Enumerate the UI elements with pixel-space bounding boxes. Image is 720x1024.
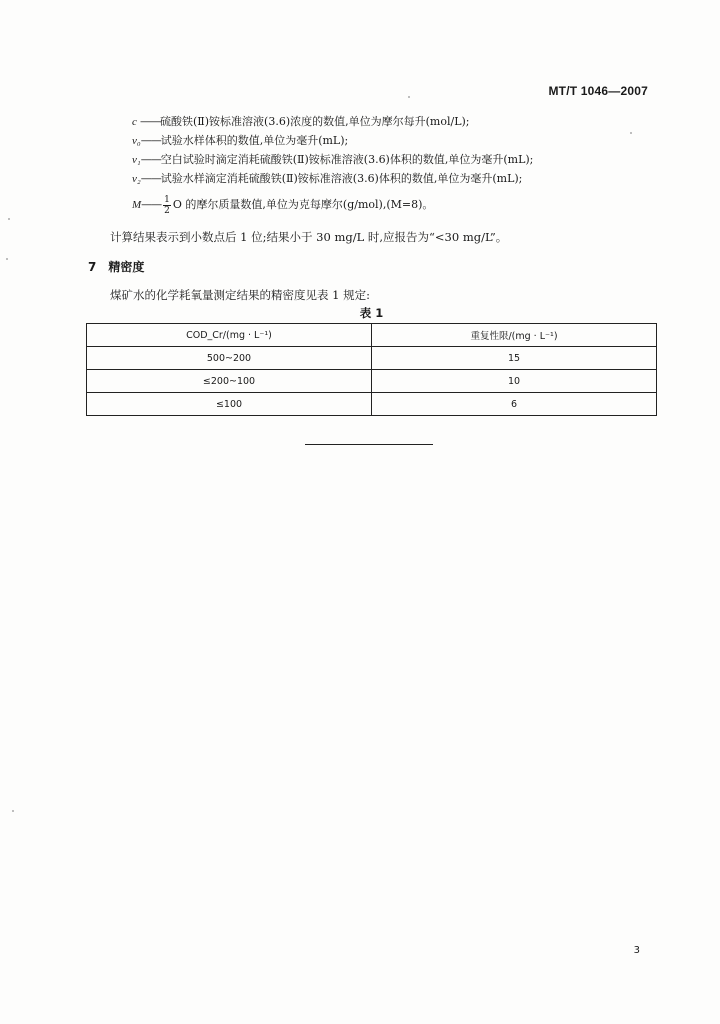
- variable-description: 试验水样体积的数值,单位为毫升(mL);: [160, 134, 349, 147]
- variable-description: 硫酸铁(Ⅱ)铵标准溶液(3.6)浓度的数值,单位为摩尔每升(mol/L);: [160, 115, 470, 128]
- variable-dash: ——: [140, 134, 161, 147]
- variable-dash: ——: [140, 172, 161, 185]
- scan-speck: [630, 132, 632, 134]
- table-caption: 表 1: [359, 306, 384, 320]
- variable-dash: ——: [140, 115, 160, 128]
- column-header-repeatability: 重复性限/(mg · L⁻¹): [372, 324, 657, 347]
- section-intro: 煤矿水的化学耗氧量测定结果的精密度见表 1 规定:: [110, 288, 370, 302]
- table-cell: 500~200: [87, 347, 372, 370]
- variable-definition-v1: [132, 150, 652, 169]
- variable-dash: ——: [141, 198, 162, 211]
- variable-description: O 的摩尔质量数值,单位为克每摩尔(g/mol),(M=8)。: [172, 198, 434, 211]
- variable-definition-v2: [132, 169, 652, 188]
- variable-symbol: M: [132, 199, 142, 211]
- variable-description: 试验水样滴定消耗硫酸铁(Ⅱ)铵标准溶液(3.6)体积的数值,单位为毫升(mL);: [160, 172, 523, 185]
- table-row: [87, 347, 657, 370]
- variable-symbol: c: [132, 116, 137, 128]
- table-cell: ≤100: [87, 393, 372, 416]
- variable-description: 空白试验时滴定消耗硫酸铁(Ⅱ)铵标准溶液(3.6)体积的数值,单位为毫升(mL);: [160, 153, 534, 166]
- column-header-cod: COD_Cr/(mg · L⁻¹): [87, 324, 372, 347]
- end-rule: [305, 444, 433, 445]
- table-cell: 15: [372, 347, 657, 370]
- result-note: 计算结果表示到小数点后 1 位;结果小于 30 mg/L 时,应报告为“<30 mg/L”。: [110, 230, 508, 244]
- standard-number: MT/T 1046—2007: [548, 84, 648, 98]
- section-heading: [88, 258, 144, 275]
- scan-speck: [6, 258, 8, 260]
- variable-dash: ——: [140, 153, 161, 166]
- page-number: 3: [633, 945, 640, 956]
- precision-table: [86, 323, 657, 416]
- variable-definitions: [132, 112, 652, 220]
- variable-symbol: v₀: [132, 135, 141, 147]
- table-cell: 10: [372, 370, 657, 393]
- fraction: [163, 195, 171, 216]
- scan-speck: [8, 218, 10, 220]
- fraction-denominator: 2: [164, 205, 170, 216]
- table-header-row: [87, 324, 657, 347]
- table-cell: ≤200~100: [87, 370, 372, 393]
- variable-definition-c: [132, 112, 652, 131]
- table-row: [87, 370, 657, 393]
- section-title: 精密度: [108, 260, 145, 274]
- variable-symbol: v₂: [132, 173, 141, 185]
- scan-speck: [12, 810, 14, 812]
- variable-definition-m: [132, 190, 652, 220]
- fraction-numerator: 1: [164, 194, 170, 205]
- section-number: 7: [88, 260, 97, 274]
- table-cell: 6: [372, 393, 657, 416]
- variable-symbol: v₁: [132, 154, 141, 166]
- variable-definition-v0: [132, 131, 652, 150]
- scan-speck: [408, 96, 410, 98]
- table-row: [87, 393, 657, 416]
